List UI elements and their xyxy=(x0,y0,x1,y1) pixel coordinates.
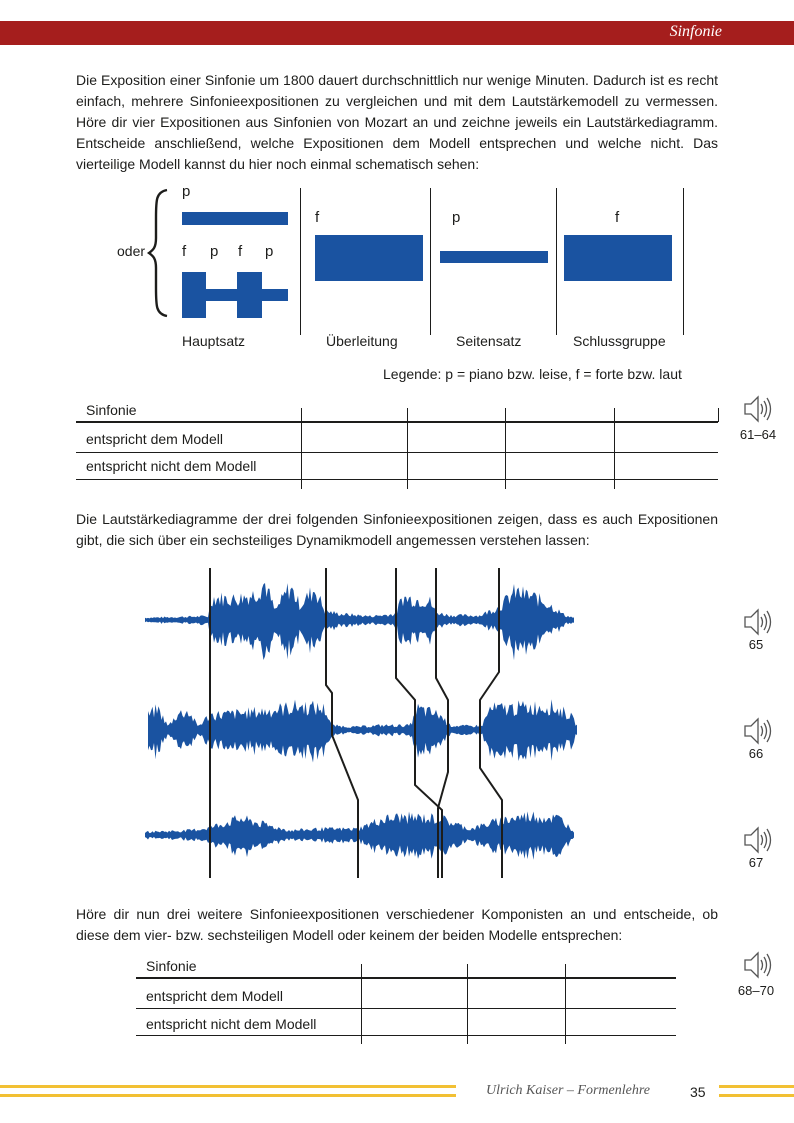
audio-track-number: 61–64 xyxy=(739,427,777,442)
table-row-label: entspricht dem Modell xyxy=(146,988,283,1004)
section-label-seitensatz: Seitensatz xyxy=(456,333,522,349)
piano-bar xyxy=(182,212,288,225)
footer-rule xyxy=(0,1085,456,1088)
dyn-hs-3: f xyxy=(238,243,243,260)
waveform-track xyxy=(148,699,577,762)
dyn-p-top: p xyxy=(182,183,191,200)
speaker-icon[interactable] xyxy=(743,394,773,424)
curly-brace-icon xyxy=(147,188,171,318)
section-label-schlussgruppe: Schlussgruppe xyxy=(573,333,666,349)
speaker-icon[interactable] xyxy=(743,607,773,637)
forte-bar-ueberleitung xyxy=(315,235,423,281)
table-row-label: entspricht dem Modell xyxy=(86,431,223,447)
speaker-icon[interactable] xyxy=(743,950,773,980)
audio-track-number: 66 xyxy=(748,746,764,761)
table-header-label: Sinfonie xyxy=(146,958,197,974)
table-column-divider xyxy=(407,408,408,489)
section-label-hauptsatz: Hauptsatz xyxy=(182,333,246,349)
table-column-divider xyxy=(565,964,566,1044)
oder-label: oder xyxy=(117,243,146,259)
speaker-icon[interactable] xyxy=(743,716,773,746)
waveform-diagram xyxy=(140,560,580,880)
table-column-divider xyxy=(614,408,615,489)
piano-bar-seitensatz xyxy=(440,251,548,263)
table-rule xyxy=(76,479,718,480)
divider xyxy=(300,188,301,335)
dyn-hs-1: f xyxy=(182,243,187,260)
piano-block-2 xyxy=(262,289,288,301)
divider xyxy=(556,188,557,335)
table-column-divider xyxy=(301,408,302,489)
audio-track-number: 65 xyxy=(748,637,764,652)
footer-author: Ulrich Kaiser – Formenlehre xyxy=(486,1083,650,1098)
footer-rule xyxy=(0,1094,456,1097)
table-column-divider xyxy=(467,964,468,1044)
dyn-hs-4: p xyxy=(265,243,274,260)
dyn-hs-2: p xyxy=(210,243,219,260)
audio-track-number: 67 xyxy=(748,855,764,870)
dyn-ueberleitung: f xyxy=(315,209,320,226)
table-header-label: Sinfonie xyxy=(86,402,137,418)
divider xyxy=(683,188,684,335)
table-rule xyxy=(136,977,676,979)
footer-rule xyxy=(719,1094,794,1097)
table-rule xyxy=(76,452,718,453)
page-number: 35 xyxy=(690,1084,706,1100)
chapter-title: Sinfonie xyxy=(669,23,722,40)
table-column-divider xyxy=(361,964,362,1044)
divider xyxy=(430,188,431,335)
forte-bar-schlussgruppe xyxy=(564,235,672,281)
table-rule xyxy=(136,1008,676,1009)
table-rule xyxy=(136,1035,676,1036)
footer-rule xyxy=(719,1085,794,1088)
table-rule xyxy=(76,421,718,423)
table-row-label: entspricht nicht dem Modell xyxy=(86,458,257,474)
table-column-divider xyxy=(718,408,719,422)
legend: Legende: p = piano bzw. leise, f = forte bzw. laut xyxy=(383,366,682,382)
piano-block-1 xyxy=(206,289,237,301)
table-column-divider xyxy=(505,408,506,489)
dyn-schlussgruppe: f xyxy=(615,209,620,226)
audio-track-number: 68–70 xyxy=(737,983,775,998)
paragraph-exercise: Höre dir nun drei weitere Sinfonieexpositionen verschiedener Komponisten an und entscheide, ob diese dem vier- bzw. sechsteiligen Modell oder keinem der beiden Modelle entsprechen: xyxy=(76,906,718,943)
forte-block-2 xyxy=(237,272,262,318)
table-row-label: entspricht nicht dem Modell xyxy=(146,1016,317,1032)
dyn-seitensatz: p xyxy=(452,209,461,226)
paragraph-six-part: Die Lautstärkediagramme der drei folgenden Sinfonieexpositionen zeigen, dass es auch Expositionen gibt, die sich über ein sechsteiliges Dynamikmodell angemessen verstehen lassen: xyxy=(76,511,718,548)
intro-paragraph: Die Exposition einer Sinfonie um 1800 dauert durchschnittlich nur wenige Minuten. Dadurch ist es recht einfach, mehrere Sinfonieexpositionen zu vergleichen und mit dem Lautstärkemodell zu vermessen. Höre dir vier Expositionen aus Sinfonien von Mozart an und zeichne jeweils ein Lautstärkediagramm. Entscheide anschließend, welche Expositionen dem Modell entsprechen und welche nicht. Das vierteilige Modell kannst du hier noch einmal schematisch sehen: xyxy=(76,72,718,172)
forte-block-1 xyxy=(182,272,206,318)
section-label-ueberleitung: Überleitung xyxy=(326,333,398,349)
speaker-icon[interactable] xyxy=(743,825,773,855)
